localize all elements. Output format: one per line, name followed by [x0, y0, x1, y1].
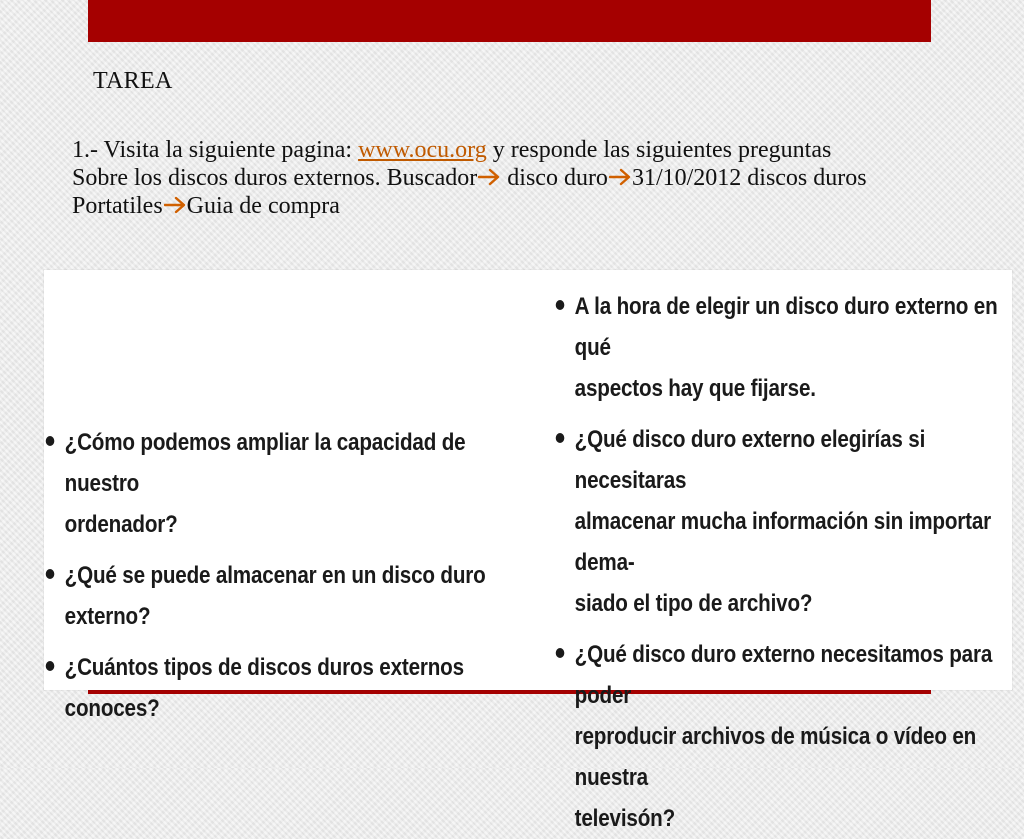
slide-title: TAREA: [93, 68, 173, 94]
bullet-icon: [556, 433, 565, 443]
arrow-right-icon: [164, 196, 186, 214]
ocu-link[interactable]: www.ocu.org: [358, 137, 487, 163]
question-line: almacenar mucha información sin importar dema-: [574, 508, 992, 576]
question-line: ¿Qué disco duro externo elegirías si necesitaras: [574, 426, 926, 494]
line2-c: 31/10/2012 discos duros: [631, 165, 867, 191]
instruction-line-1: [72, 136, 1022, 164]
question-line: A la hora de elegir un disco duro externo en qué: [574, 293, 998, 361]
question-line: televisón?: [574, 805, 676, 832]
question-line: ¿Qué se puede almacenar en un disco duro externo?: [64, 562, 486, 630]
instruction-line-2: [72, 164, 1022, 192]
questions-image: [44, 270, 1012, 832]
question-item: [554, 634, 1022, 839]
question-line: siado el tipo de archivo?: [574, 590, 813, 617]
question-line: ordenador?: [64, 511, 178, 538]
bullet-icon: [46, 569, 55, 579]
question-item: [554, 419, 1022, 624]
question-item: [44, 647, 529, 729]
instructions-text: [72, 136, 1022, 220]
bullet-icon: [46, 661, 55, 671]
right-question-column: [554, 286, 1009, 839]
arrow-right-icon: [478, 168, 500, 186]
question-line: aspectos hay que fijarse.: [574, 375, 816, 402]
top-accent-bar: [88, 0, 931, 42]
line1-prefix: 1.- Visita la siguiente pagina:: [72, 137, 359, 163]
question-line: ¿Qué disco duro externo necesitamos para poder: [574, 641, 993, 709]
left-question-column: [44, 422, 514, 729]
question-line: ¿Cómo podemos ampliar la capacidad de nuestro: [64, 429, 466, 497]
line3-b: Guia de compra: [186, 193, 340, 219]
instruction-line-3: [72, 192, 1022, 220]
question-line: reproducir archivos de música o vídeo en nuestra: [574, 723, 977, 791]
question-line: ¿Cuántos tipos de discos duros externos conoces?: [64, 654, 464, 722]
line2-a: Sobre los discos duros externos. Buscador: [72, 165, 478, 191]
question-item: [44, 555, 529, 637]
line1-suffix: y responde las siguientes preguntas: [486, 137, 832, 163]
question-item: [44, 422, 529, 545]
line3-a: Portatiles: [72, 193, 163, 219]
bullet-icon: [556, 648, 565, 658]
arrow-right-icon: [609, 168, 631, 186]
bullet-icon: [556, 300, 565, 310]
line2-b: disco duro: [501, 165, 608, 191]
bullet-icon: [46, 436, 55, 446]
question-item: [554, 286, 1022, 409]
